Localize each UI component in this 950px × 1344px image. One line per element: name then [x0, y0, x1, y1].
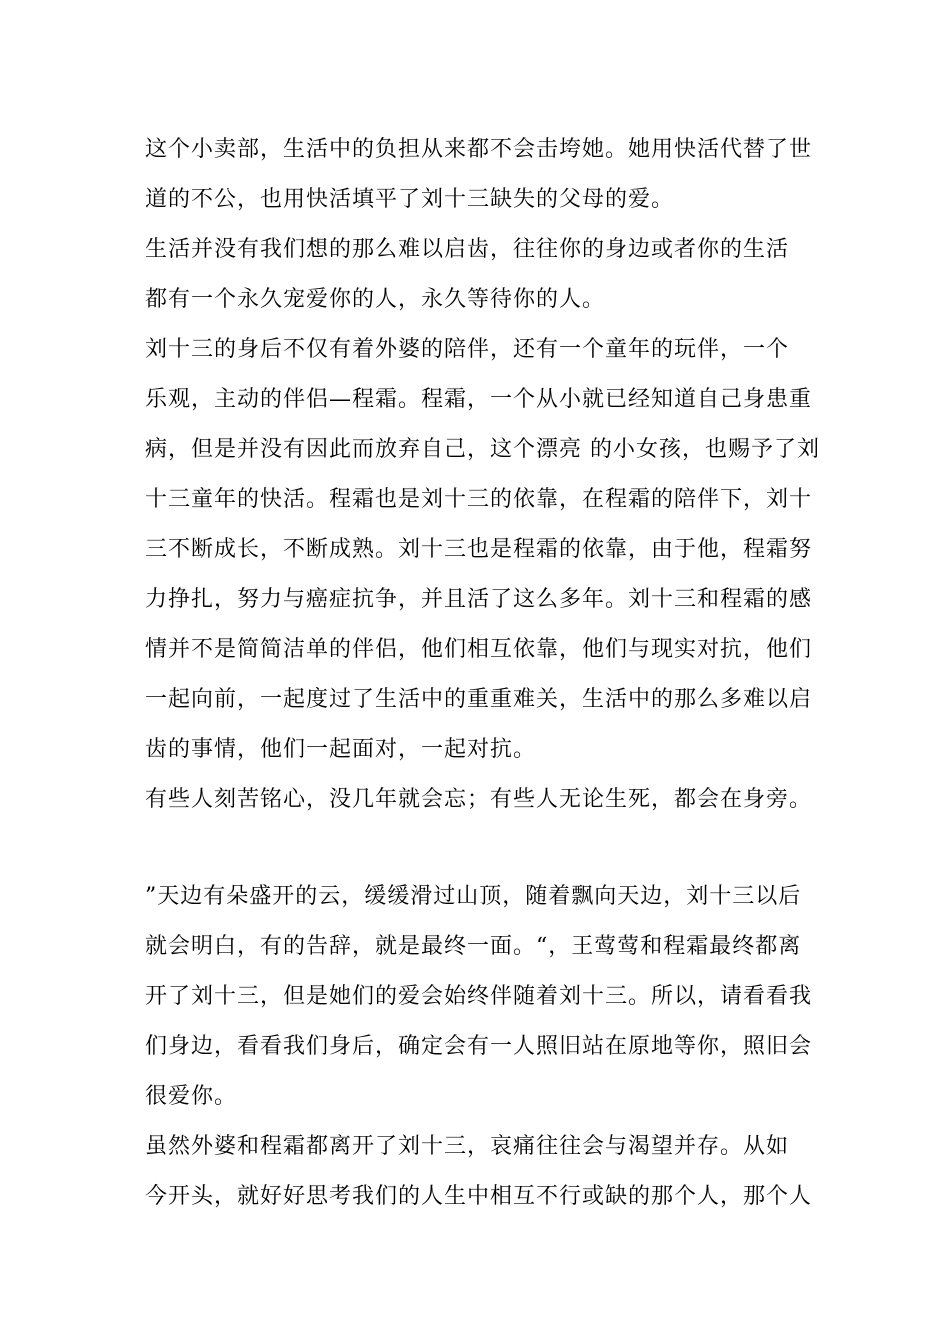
text-line: 十三童年的快活。程霜也是刘十三的依靠，在程霜的陪伴下，刘十	[145, 487, 813, 512]
text-line: 齿的事情，他们一起面对，一起对抗。	[145, 737, 537, 762]
text-line: 就会明白，有的告辞，就是最终一面。“，王莺莺和程霜最终都离	[145, 934, 802, 959]
text-line: 道的不公，也用快活填平了刘十三缺失的父母的爱。	[145, 187, 675, 212]
text-line: 开了刘十三，但是她们的爱会始终伴随着刘十三。所以，请看看我	[145, 984, 813, 1009]
text-line: 刘十三的身后不仅有着外婆的陪伴，还有一个童年的玩伴，一个	[145, 337, 790, 362]
text-line: 很爱你。	[145, 1084, 238, 1109]
text-line: 情并不是简简洁单的伴侣，他们相互依靠，他们与现实对抗，他们	[145, 637, 813, 662]
text-line: 生活并没有我们想的那么难以启齿，往往你的身边或者你的生活	[145, 237, 790, 262]
text-line: 力挣扎，努力与癌症抗争，并且活了这么多年。刘十三和程霜的感	[145, 587, 813, 612]
text-line: 有些人刻苦铭心，没几年就会忘；有些人无论生死，都会在身旁。	[145, 787, 813, 812]
text-line: ”天边有朵盛开的云，缓缓滑过山顶，随着飘向天边，刘十三以后	[145, 884, 802, 909]
text-line: 都有一个永久宠爱你的人，永久等待你的人。	[145, 287, 606, 312]
text-line: 乐观，主动的伴侣—程霜。程霜，一个从小就已经知道自己身患重	[145, 387, 813, 412]
text-line: 病，但是并没有因此而放弃自己，这个漂亮 的小女孩，也赐予了刘	[145, 437, 820, 462]
text-line: 虽然外婆和程霜都离开了刘十三，哀痛往往会与渴望并存。从如	[145, 1134, 790, 1159]
text-line: 这个小卖部，生活中的负担从来都不会击垮她。她用快活代替了世	[145, 137, 813, 162]
text-line: 们身边，看看我们身后，确定会有一人照旧站在原地等你，照旧会	[145, 1034, 813, 1059]
text-line: 一起向前，一起度过了生活中的重重难关，生活中的那么多难以启	[145, 687, 813, 712]
text-line: 今开头，就好好思考我们的人生中相互不行或缺的那个人，那个人	[145, 1184, 813, 1209]
text-line: 三不断成长，不断成熟。刘十三也是程霜的依靠，由于他，程霜努	[145, 537, 813, 562]
